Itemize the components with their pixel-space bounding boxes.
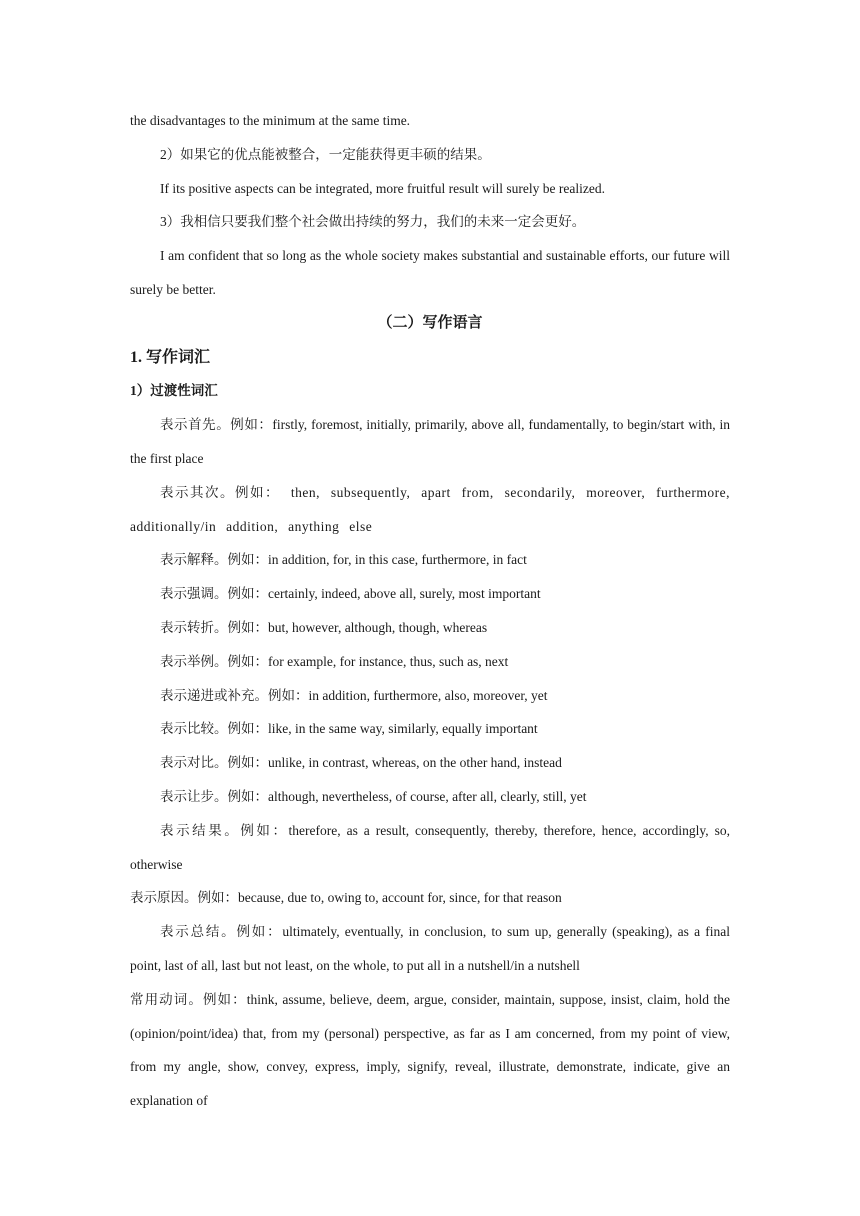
list-item: 表示比较。例如：like, in the same way, similarly, equally important xyxy=(160,721,538,737)
heading-writing-vocabulary: 1. 写作词汇 xyxy=(130,348,211,366)
section-title: （二）写作语言 xyxy=(377,314,483,331)
paragraph-continuation: the disadvantages to the minimum at the same time. xyxy=(130,113,411,128)
list-item: 表示举例。例如：for example, for instance, thus, such as, next xyxy=(160,653,509,669)
paragraph-example-3-cn: 3）我相信只要我们整个社会做出持续的努力，我们的未来一定会更好。 xyxy=(160,214,586,230)
list-item: 表示解释。例如：in addition, for, in this case, furthermore, in fact xyxy=(160,552,527,568)
list-item: 表示原因。例如：because, due to, owing to, account for, since, for that reason xyxy=(130,890,562,906)
list-item: 表示首先。例如：firstly, foremost, initially, primarily, above all, fundamentally, to begin/start with, in the first place xyxy=(130,417,730,466)
list-item: 表示对比。例如：unlike, in contrast, whereas, on the other hand, instead xyxy=(160,755,562,771)
subheading-transition-words: 1）过渡性词汇 xyxy=(130,383,218,399)
document-page xyxy=(130,104,730,1118)
list-item: 表示让步。例如：although, nevertheless, of course, after all, clearly, still, yet xyxy=(160,788,587,804)
list-item: 表示强调。例如：certainly, indeed, above all, surely, most important xyxy=(160,586,541,602)
list-item: 表示总结。例如：ultimately, eventually, in conclusion, to sum up, generally (speaking), as a final point, last of all, last but not least, on the whole, to put all in a nutshell/in a nutshell xyxy=(130,924,730,973)
paragraph-example-2-en: If its positive aspects can be integrated, more fruitful result will surely be realized. xyxy=(160,180,605,196)
list-item: 表示其次。例如： then, subsequently, apart from, secondarily, moreover, furthermore, additionally/in addition, anything else xyxy=(130,484,730,534)
paragraph-example-2-cn: 2）如果它的优点能被整合，一定能获得更丰硕的结果。 xyxy=(160,146,491,162)
paragraph-example-3-en: I am confident that so long as the whole society makes substantial and sustainable efforts, our future will surely be better. xyxy=(130,248,730,297)
list-item: 表示递进或补充。例如：in addition, furthermore, also, moreover, yet xyxy=(160,687,548,703)
list-item: 常用动词。例如：think, assume, believe, deem, argue, consider, maintain, suppose, insist, claim, hold the (opinion/point/idea) that, from my (personal) perspective, as far as I am concerned, from my point of view, from my angle, show, convey, express, imply, signify, reveal, illustrate, demonstrate, indicate, give an explanation of xyxy=(130,991,730,1109)
list-item: 表示转折。例如：but, however, although, though, whereas xyxy=(160,619,488,635)
list-item: 表示结果。例如：therefore, as a result, consequently, thereby, therefore, hence, accordingly, so, otherwise xyxy=(130,822,730,872)
